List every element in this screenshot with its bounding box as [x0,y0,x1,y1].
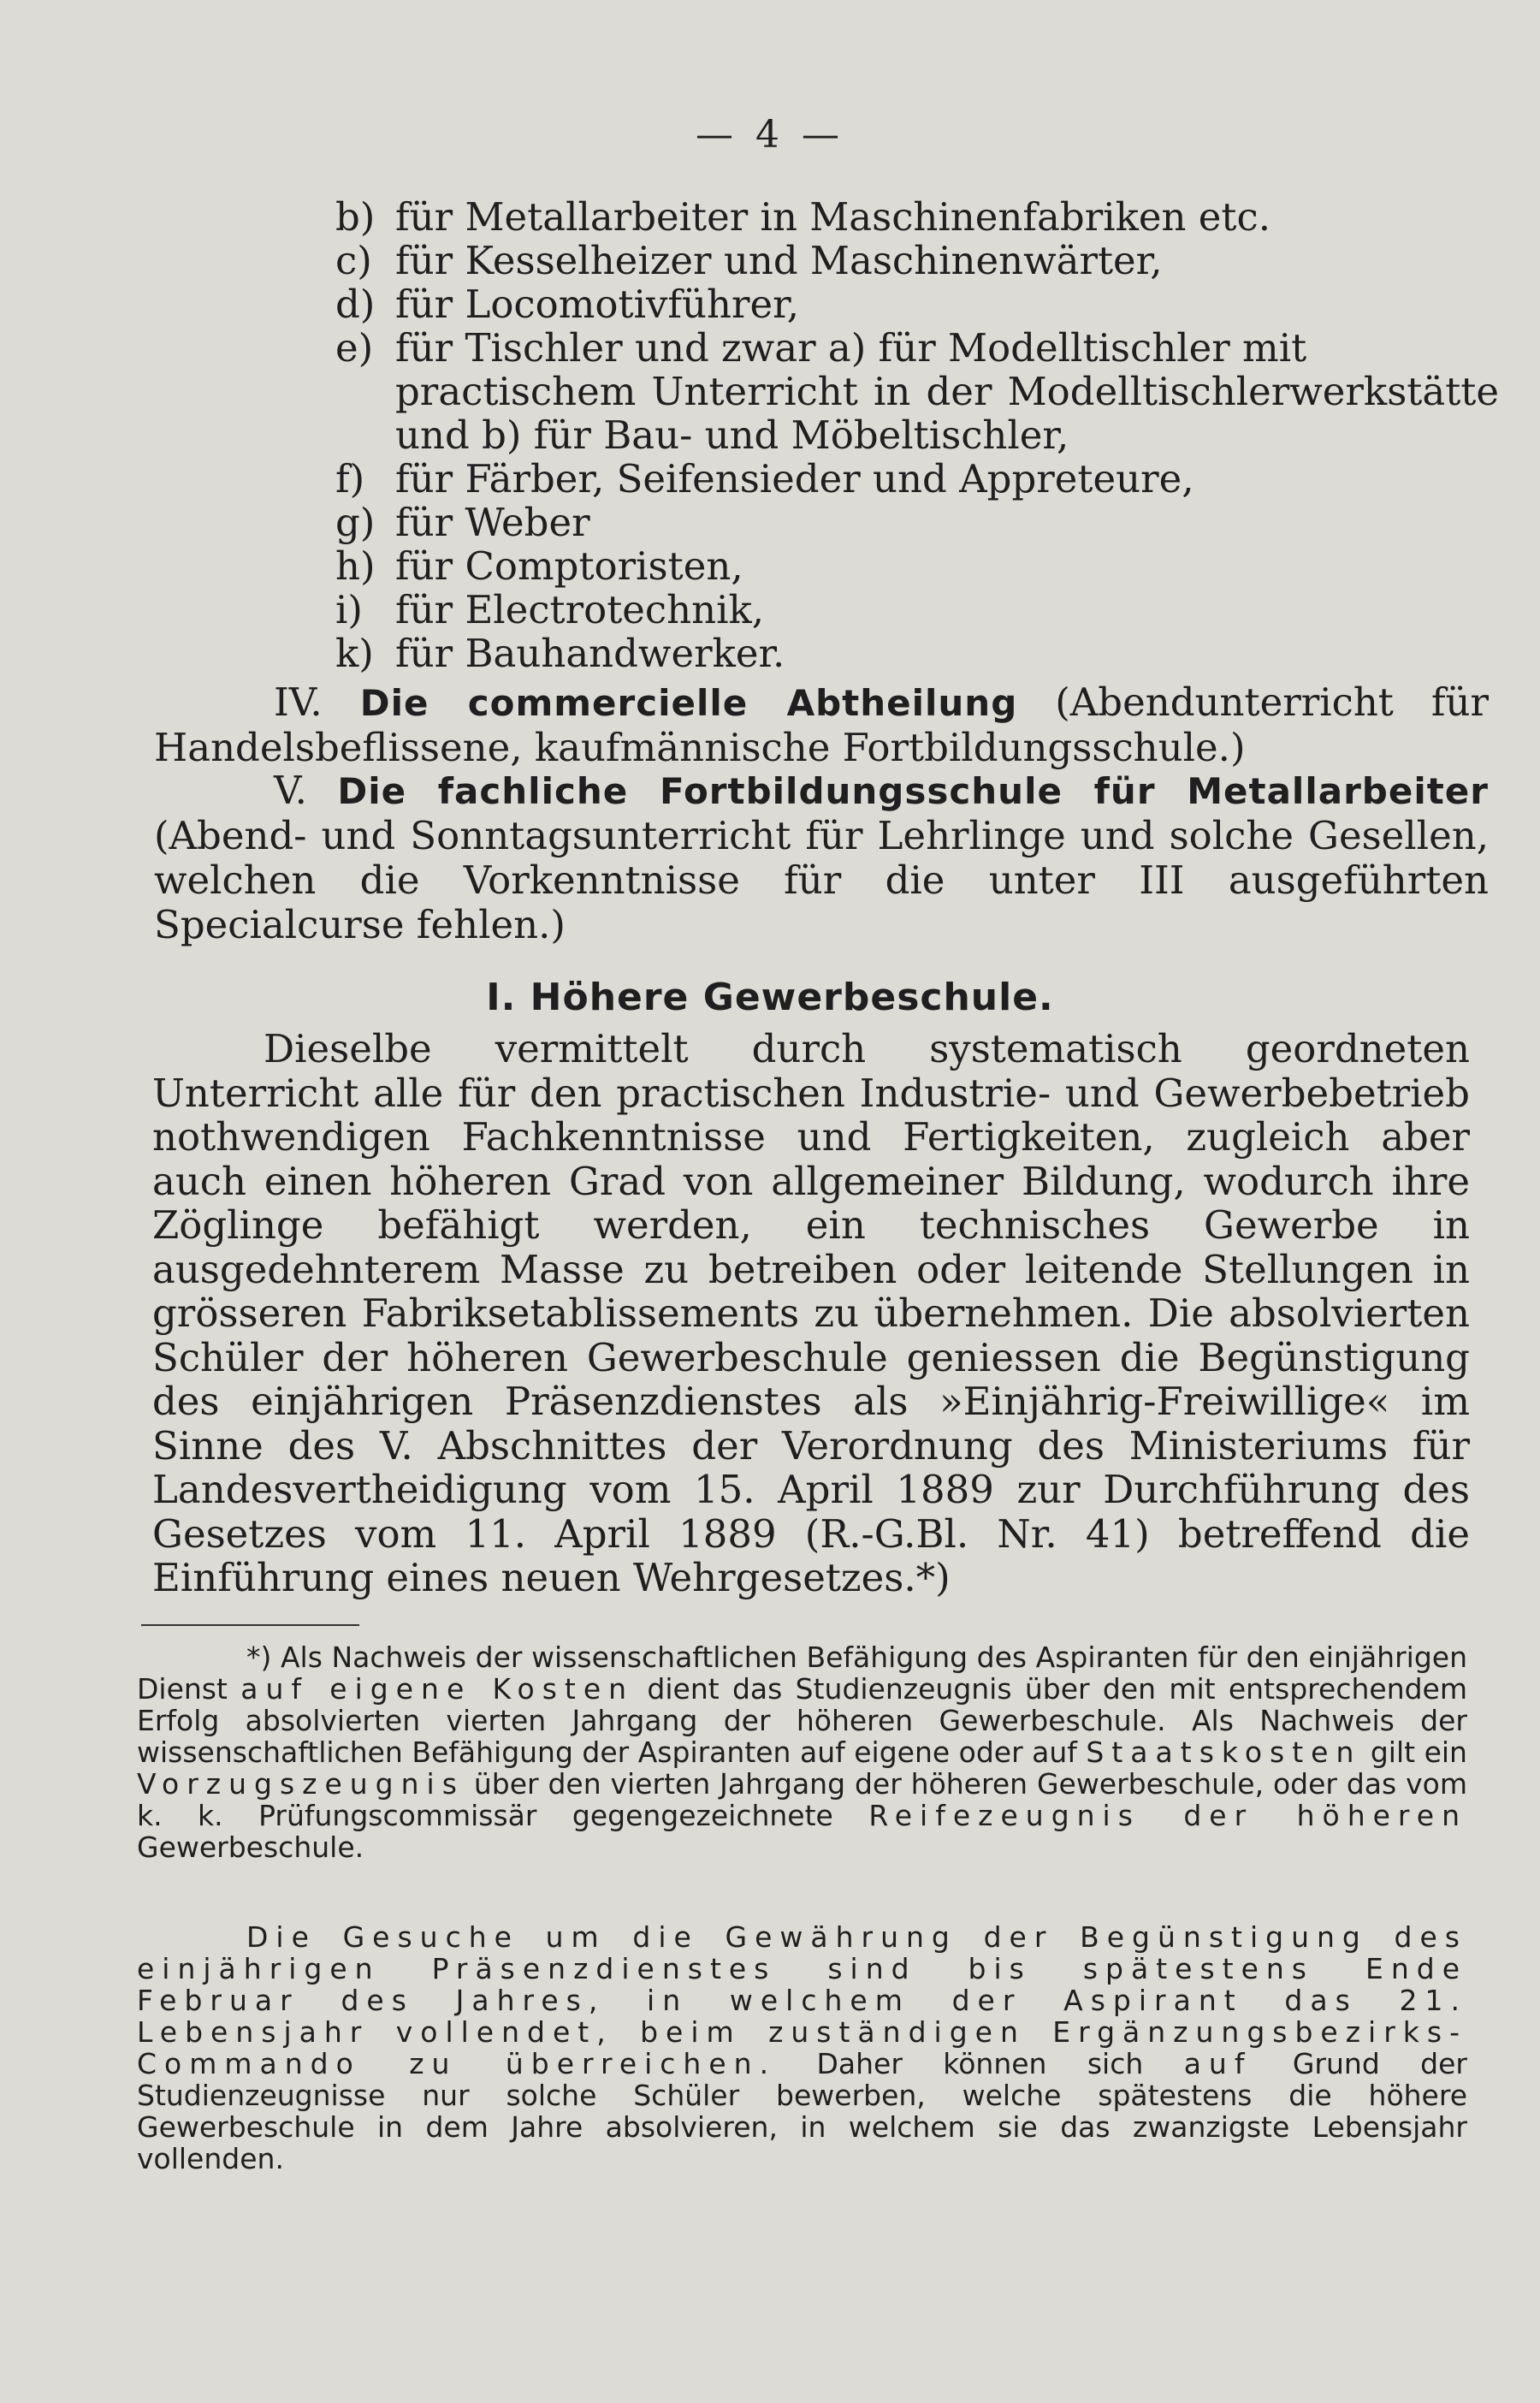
list-item-mark: d) [335,282,376,327]
footnote-text: Grund der Studienzeugnisse nur solche Schüler bewerben, welche spätestens die höhere Gewerbeschule in dem Jahre absolvieren, in welchem sie das zwanzigste Lebensjahr vollenden. [137,2047,1467,2175]
section-v [154,768,1489,947]
list-item-text: für Weber [395,500,590,545]
list-item-mark: k) [335,631,374,676]
section-text: (Abendunterricht für Handelsbeflissene, kaufmännische Fortbildungsschule.) [154,679,1490,770]
footnote-emphasis: auf eigene Kosten [240,1672,635,1706]
list-item-mark: c) [335,238,372,283]
list-item [335,501,1499,544]
footnote-emphasis: Staatskosten [1086,1736,1362,1769]
list-item-text: für Bauhandwerker. [395,631,785,676]
footnote-text: *) Als Nachweis der wissenschaftlichen Befähigung des Aspiranten für den einjährigen Dienst [137,1641,1467,1706]
section-number: V. [274,768,307,813]
list-item [335,588,1499,632]
page-number: — 4 — [696,113,844,157]
list-item-mark: f) [335,456,365,501]
footnote-1 [137,1641,1467,1863]
chapter-heading: I. Höhere Gewerbeschule. [486,976,1054,1019]
footnote-emphasis: Reifezeugnis der höheren [868,1799,1467,1832]
list-item-mark: g) [335,500,376,545]
list-item-text: für Kesselheizer und Maschinenwärter, [395,238,1163,283]
list-item-text: für Tischler und zwar a) für Modelltischler mit [395,325,1307,371]
body-paragraph: Dieselbe vermittelt durch systematisch geordneten Unterricht alle für den practischen Industrie- und Gewerbebetrieb nothwendigen Fachkenntnisse und Fertigkeiten, zugleich aber auch einen höheren Grad von allgemeiner Bildung, wodurch ihre Zöglinge befähigt werden, ein technisches Gewerbe in ausgedehnterem Masse zu betreiben oder leitende Stellungen in grösseren Fabriksetablissements zu übernehmen. Die absolvierten Schüler der höheren Gewerbeschule geniessen die Begünstigung des einjährigen Präsenzdienstes als »Einjährig-Freiwillige« im Sinne des V. Abschnittes der Verordnung des Ministeriums für Landesvertheidigung vom 15. April 1889 zur Durchführung des Gesetzes vom 11. April 1889 (R.-G.Bl. Nr. 41) betreffend die Einführung eines neuen Wehrgesetzes.*) [152,1026,1470,1600]
section-text: (Abend- und Sonntagsunterricht für Lehrlinge und solche Gesellen, welchen die Vorkenntnisse für die unter III ausgeführten Specialcurse fehlen.) [154,813,1489,947]
footnote-emphasis: auf [1183,2047,1253,2080]
list-item-text: für Comptoristen, [395,543,743,589]
section-number: IV. [274,679,323,725]
list-item-text: für Färber, Seifensieder und Appreteure, [395,456,1194,501]
footnote-text: gilt ein [1370,1736,1467,1769]
list-item-text: für Metallarbeiter in Maschinenfabriken etc. [395,194,1271,240]
list-item [335,544,1499,588]
list-item-mark: e) [335,325,374,371]
section-heading: Die fachliche Fortbildungsschule für Metallarbeiter [337,770,1489,812]
list-item [335,457,1499,501]
list-item [335,239,1499,282]
footnote-text: dient das Studienzeugnis über den mit entsprechendem Erfolg absolvierten vierten Jahrgang der höheren Gewerbeschule. Als Nachweis der wissenschaftlichen Befähigung der Aspiranten auf eigene oder auf [137,1672,1467,1769]
footnote-text: Gewerbeschule. [137,1830,364,1864]
section-iv [154,680,1489,770]
footnote-2 [137,1921,1467,2175]
footnote-divider [141,1624,359,1626]
list-item [335,195,1499,239]
list-item [335,282,1499,326]
footnote-text: Daher können sich [816,2047,1144,2080]
specialcourse-list [335,195,1499,675]
list-item-mark: b) [335,194,376,240]
list-item-mark: h) [335,543,376,589]
list-item-mark: i) [335,587,363,632]
list-item-text: für Locomotivführer, [395,282,800,327]
list-item-text: für Electrotechnik, [395,587,765,632]
footnote-text: über den vierten Jahrgang der höheren Gewerbeschule, oder das vom k. k. Prüfungscommissär gegengezeichnete [137,1767,1467,1832]
list-item-continuation: practischem Unterricht in der Modelltischlerwerkstätte und b) für Bau- und Möbeltischler, [395,369,1499,458]
footnote-emphasis: Die Gesuche um die Gewährung der Begünstigung des einjährigen Präsenzdienstes sind bis spätestens Ende Februar des Jahres, in welchem der Aspirant das 21. Lebensjahr vollendet, beim zuständigen Ergänzungsbezirks-Commando zu überreichen. [137,1920,1467,2080]
footnote-emphasis: Vorzugszeugnis [137,1767,465,1801]
list-item [335,632,1499,675]
list-item [335,326,1499,370]
section-heading: Die commercielle Abtheilung [359,682,1018,724]
